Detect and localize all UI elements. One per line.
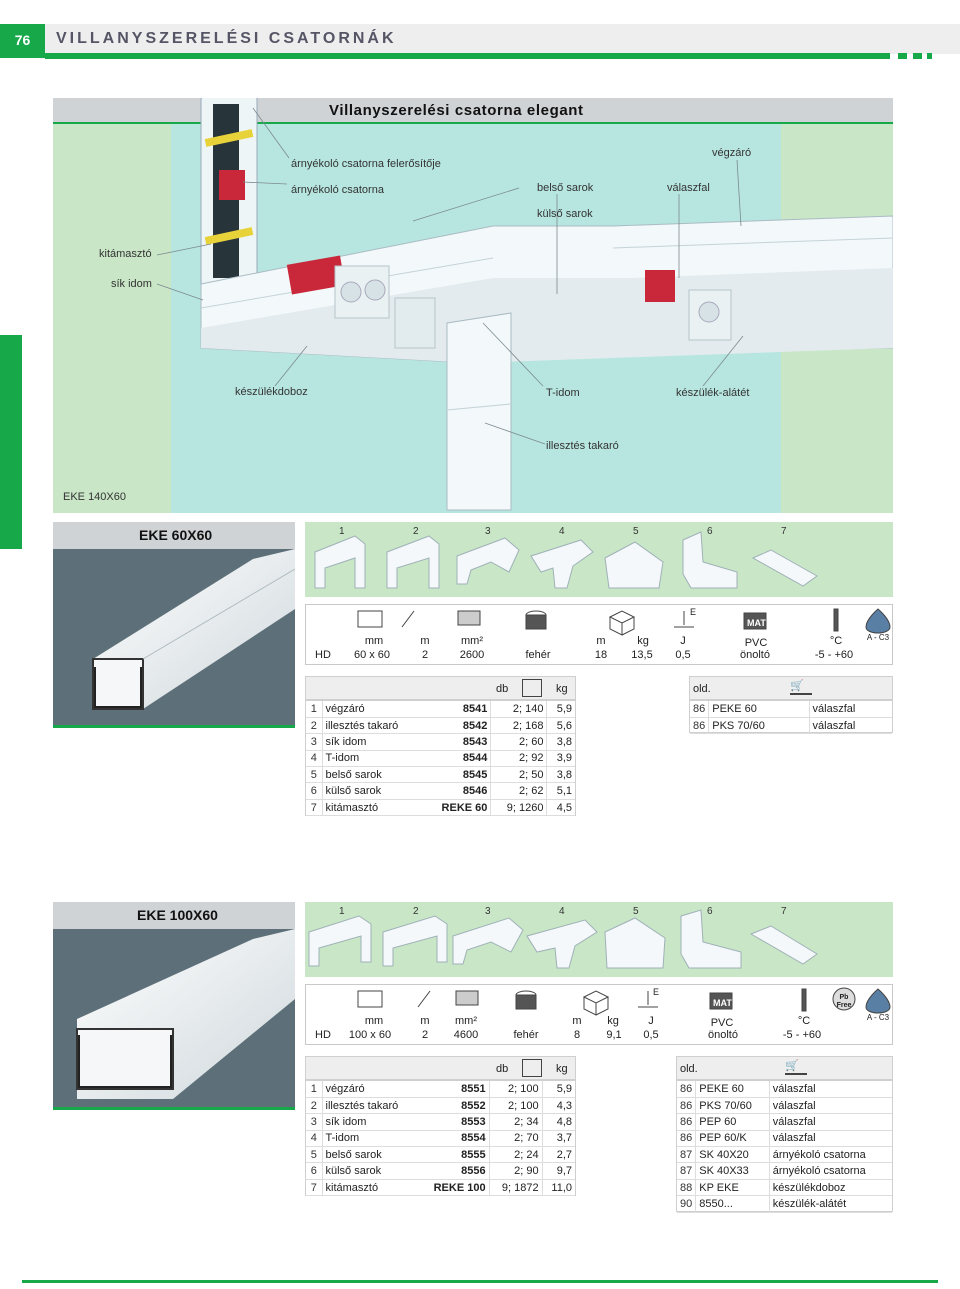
callout-device-box: készülékdoboz (235, 386, 308, 398)
table-row (306, 734, 575, 750)
parts-table-header (305, 1056, 576, 1080)
cart-icon: 🛒 (790, 679, 812, 695)
part-weight: 5,9 (547, 701, 575, 717)
part-code: 8541 (424, 701, 491, 717)
header-square (927, 53, 932, 59)
spec-area: 4600 (453, 1029, 479, 1041)
accessory-number: 2 (413, 526, 419, 537)
rating: A - C3 (866, 1013, 890, 1022)
part-weight: 2,7 (542, 1147, 575, 1163)
related-desc: árnyékoló csatorna (769, 1147, 892, 1163)
part-number: 6 (306, 1163, 322, 1179)
spec-flammability: önoltó (708, 1029, 738, 1041)
accessory-number: 7 (781, 906, 787, 917)
related-code: PEP 60 (696, 1114, 770, 1130)
part-code: 8542 (424, 717, 491, 733)
part-pack: 2; 24 (489, 1147, 542, 1163)
accessory-number: 7 (781, 526, 787, 537)
part-name: illesztés takaró (322, 717, 424, 733)
table-row (306, 717, 575, 733)
spec-size: 100 x 60 (348, 1029, 392, 1041)
part-number: 4 (306, 750, 322, 766)
callout-shield: árnyékoló csatorna (291, 184, 384, 196)
related-desc: válaszfal (769, 1097, 892, 1113)
accessory-number: 3 (485, 526, 491, 537)
page-number: 76 (0, 24, 45, 58)
related-table-header (676, 1056, 893, 1080)
spec-length: 2 (421, 1029, 429, 1041)
related-desc: válaszfal (769, 1130, 892, 1146)
related-code: PEKE 60 (709, 701, 809, 717)
material: PVC (710, 1017, 734, 1029)
parts-table-header (305, 676, 576, 700)
table-row (690, 701, 892, 717)
part-weight: 4,3 (542, 1097, 575, 1113)
related-page: 87 (677, 1147, 696, 1163)
spec-icons (306, 985, 894, 1019)
part-name: belső sarok (322, 767, 424, 783)
parts-table (305, 1080, 576, 1196)
table-row (677, 1081, 892, 1097)
section-edge (53, 725, 295, 728)
part-pack: 2; 168 (491, 717, 547, 733)
header-square (898, 53, 907, 59)
energy-letter: E (690, 607, 697, 617)
unit-m: m (420, 1015, 430, 1027)
part-pack: 2; 92 (491, 750, 547, 766)
part-number: 2 (306, 717, 322, 733)
part-name: végzáró (322, 1081, 418, 1097)
related-page: 88 (677, 1179, 696, 1195)
table-row (677, 1196, 892, 1212)
spec-flammability: önoltó (740, 649, 770, 661)
part-number: 2 (306, 1097, 322, 1113)
part-code: 8556 (418, 1163, 489, 1179)
related-desc: válaszfal (809, 701, 892, 717)
spec-impact: 0,5 (675, 649, 691, 661)
part-weight: 11,0 (542, 1179, 575, 1195)
table-row (306, 783, 575, 799)
table-row (306, 1163, 575, 1179)
unit-kg: kg (607, 1015, 619, 1027)
part-weight: 3,8 (547, 767, 575, 783)
unit-mm2: mm² (461, 635, 483, 647)
part-code: REKE 100 (418, 1179, 489, 1195)
part-pack: 9; 1872 (489, 1179, 542, 1195)
unit-mm: mm (364, 1015, 384, 1027)
part-number: 3 (306, 1114, 322, 1130)
table-row (677, 1179, 892, 1195)
col-page: old. (693, 683, 711, 695)
accessory-drawings (305, 522, 893, 597)
accessory-number: 5 (633, 526, 639, 537)
accessory-number: 4 (559, 906, 565, 917)
part-number: 1 (306, 1081, 322, 1097)
callout-joint-cover: illesztés takaró (546, 440, 619, 452)
unit-celsius: °C (797, 1015, 811, 1027)
accessory-drawings (305, 902, 893, 977)
accessory-number: 5 (633, 906, 639, 917)
table-row (306, 1097, 575, 1113)
spec-temperature: -5 - +60 (782, 1029, 822, 1041)
part-name: sík idom (322, 1114, 418, 1130)
related-page: 87 (677, 1163, 696, 1179)
part-pack: 9; 1260 (491, 799, 547, 815)
part-number: 6 (306, 783, 322, 799)
product-photo (53, 929, 295, 1107)
table-row (306, 767, 575, 783)
accessory-strip (305, 902, 893, 977)
part-pack: 2; 90 (489, 1163, 542, 1179)
part-code: 8553 (418, 1114, 489, 1130)
part-weight: 9,7 (542, 1163, 575, 1179)
part-pack: 2; 62 (491, 783, 547, 799)
part-name: kitámasztó (322, 799, 424, 815)
callout-spacer: kitámasztó (99, 248, 152, 260)
material: PVC (744, 637, 768, 649)
unit-mm2: mm² (455, 1015, 477, 1027)
part-name: sík idom (322, 734, 424, 750)
callout-inner-corner: belső sarok (537, 182, 594, 194)
header-rule (45, 53, 890, 59)
table-row (677, 1147, 892, 1163)
parts-table (305, 700, 576, 816)
part-weight: 4,8 (542, 1114, 575, 1130)
header-square (913, 53, 922, 59)
table-row (306, 1130, 575, 1146)
callout-tee: T-idom (546, 387, 580, 399)
related-page: 86 (690, 717, 709, 733)
accessory-number: 6 (707, 526, 713, 537)
spec-pack-length: 18 (594, 649, 608, 661)
section-edge (53, 1107, 295, 1110)
related-desc: válaszfal (809, 717, 892, 733)
part-number: 5 (306, 1147, 322, 1163)
unit-celsius: °C (829, 635, 843, 647)
related-code: PKS 70/60 (696, 1097, 770, 1113)
table-row (677, 1163, 892, 1179)
spec-impact: 0,5 (643, 1029, 659, 1041)
related-desc: válaszfal (769, 1081, 892, 1097)
part-weight: 4,5 (547, 799, 575, 815)
accessory-number: 1 (339, 526, 345, 537)
part-name: külső sarok (322, 783, 424, 799)
unit-m-pack: m (596, 635, 606, 647)
table-row (306, 1081, 575, 1097)
part-code: 8551 (418, 1081, 489, 1097)
spec-pack-length: 8 (573, 1029, 581, 1041)
related-code: KP EKE (696, 1179, 770, 1195)
spec-icons (306, 605, 894, 639)
part-pack: 2; 50 (491, 767, 547, 783)
mat-label: MAT (747, 618, 766, 628)
spec-table (305, 984, 893, 1045)
part-code: 8543 (424, 734, 491, 750)
part-name: T-idom (322, 750, 424, 766)
part-name: külső sarok (322, 1163, 418, 1179)
system-illustration (53, 98, 893, 513)
part-number: 4 (306, 1130, 322, 1146)
accessory-number: 2 (413, 906, 419, 917)
spec-weight: 9,1 (606, 1029, 622, 1041)
related-desc: készülékdoboz (769, 1179, 892, 1195)
related-page: 86 (677, 1130, 696, 1146)
unit-mm: mm (364, 635, 384, 647)
accessory-number: 4 (559, 526, 565, 537)
related-table-header (689, 676, 893, 700)
related-code: 8550... (696, 1196, 770, 1212)
callout-outer-corner: külső sarok (537, 208, 593, 220)
spec-size: 60 x 60 (353, 649, 391, 661)
pbfree-badge: Pb Free (836, 994, 852, 1009)
spec-temperature: -5 - +60 (814, 649, 854, 661)
related-page: 86 (677, 1097, 696, 1113)
spec-length: 2 (421, 649, 429, 661)
part-number: 7 (306, 799, 322, 815)
spec-color: fehér (525, 649, 551, 661)
trunk-profile-drawing (53, 929, 295, 1107)
part-weight: 5,9 (542, 1081, 575, 1097)
related-page: 86 (677, 1081, 696, 1097)
callout-divider: válaszfal (667, 182, 710, 194)
part-name: T-idom (322, 1130, 418, 1146)
unit-j: J (680, 635, 686, 647)
part-name: kitámasztó (322, 1179, 418, 1195)
accessory-number: 1 (339, 906, 345, 917)
related-page: 86 (690, 701, 709, 717)
related-table (676, 1080, 893, 1212)
energy-letter: E (653, 987, 660, 997)
part-pack: 2; 34 (489, 1114, 542, 1130)
spec-color: fehér (513, 1029, 539, 1041)
callout-reinforcer: árnyékoló csatorna felerősítője (291, 158, 441, 170)
part-name: illesztés takaró (322, 1097, 418, 1113)
part-pack: 2; 100 (489, 1097, 542, 1113)
rating: A - C3 (866, 633, 890, 642)
section-eke-100 (53, 902, 295, 1110)
product-photo (53, 549, 295, 725)
callout-model: EKE 140X60 (63, 491, 126, 503)
col-db: db (496, 683, 509, 695)
part-weight: 5,1 (547, 783, 575, 799)
part-weight: 5,6 (547, 717, 575, 733)
related-page: 90 (677, 1196, 696, 1212)
box-icon (522, 679, 542, 697)
table-row (306, 701, 575, 717)
spec-row-label: HD (315, 649, 331, 661)
footer-rule (22, 1280, 938, 1283)
related-desc: árnyékoló csatorna (769, 1163, 892, 1179)
part-code: 8544 (424, 750, 491, 766)
table-row (677, 1097, 892, 1113)
part-weight: 3,8 (547, 734, 575, 750)
part-pack: 2; 70 (489, 1130, 542, 1146)
accessory-number: 6 (707, 906, 713, 917)
part-number: 5 (306, 767, 322, 783)
callout-end: végzáró (712, 147, 752, 159)
accessory-number: 3 (485, 906, 491, 917)
part-pack: 2; 140 (491, 701, 547, 717)
part-pack: 2; 60 (491, 734, 547, 750)
related-code: SK 40X33 (696, 1163, 770, 1179)
part-code: 8545 (424, 767, 491, 783)
table-row (306, 1114, 575, 1130)
spec-weight: 13,5 (631, 649, 653, 661)
side-strip (0, 335, 22, 549)
spec-area: 2600 (459, 649, 485, 661)
unit-m-pack: m (572, 1015, 582, 1027)
related-code: PEP 60/K (696, 1130, 770, 1146)
related-desc: válaszfal (769, 1114, 892, 1130)
related-code: SK 40X20 (696, 1147, 770, 1163)
callout-flat: sík idom (111, 278, 152, 290)
section-title: EKE 60X60 (53, 522, 295, 549)
table-row (306, 1147, 575, 1163)
trunk-profile-drawing (53, 549, 295, 725)
table-row (306, 1179, 575, 1195)
part-number: 3 (306, 734, 322, 750)
mat-label: MAT (713, 998, 732, 1008)
related-code: PKS 70/60 (709, 717, 809, 733)
part-pack: 2; 100 (489, 1081, 542, 1097)
part-code: 8554 (418, 1130, 489, 1146)
cart-icon: 🛒 (785, 1059, 807, 1075)
table-row (306, 750, 575, 766)
part-code: 8555 (418, 1147, 489, 1163)
section-eke-60 (53, 522, 295, 728)
col-kg: kg (556, 1063, 568, 1075)
col-page: old. (680, 1063, 698, 1075)
table-row (677, 1130, 892, 1146)
spec-table (305, 604, 893, 665)
section-title: EKE 100X60 (53, 902, 295, 929)
related-desc: készülék-alátét (769, 1196, 892, 1212)
spec-row-label: HD (315, 1029, 331, 1041)
col-db: db (496, 1063, 509, 1075)
related-page: 86 (677, 1114, 696, 1130)
part-name: belső sarok (322, 1147, 418, 1163)
part-weight: 3,9 (547, 750, 575, 766)
trunking-drawing (53, 98, 893, 513)
table-row (690, 717, 892, 733)
part-number: 1 (306, 701, 322, 717)
related-code: PEKE 60 (696, 1081, 770, 1097)
part-code: 8552 (418, 1097, 489, 1113)
unit-kg: kg (637, 635, 649, 647)
page-title: VILLANYSZERELÉSI CSATORNÁK (56, 30, 397, 47)
part-weight: 3,7 (542, 1130, 575, 1146)
table-row (677, 1114, 892, 1130)
accessory-strip (305, 522, 893, 597)
col-kg: kg (556, 683, 568, 695)
table-row (306, 799, 575, 815)
related-table (689, 700, 893, 733)
part-name: végzáró (322, 701, 424, 717)
unit-m: m (420, 635, 430, 647)
unit-j: J (648, 1015, 654, 1027)
callout-plate: készülék-alátét (676, 387, 750, 399)
part-number: 7 (306, 1179, 322, 1195)
part-code: REKE 60 (424, 799, 491, 815)
illustration-title: Villanyszerelési csatorna elegant (329, 102, 584, 119)
part-code: 8546 (424, 783, 491, 799)
box-icon (522, 1059, 542, 1077)
